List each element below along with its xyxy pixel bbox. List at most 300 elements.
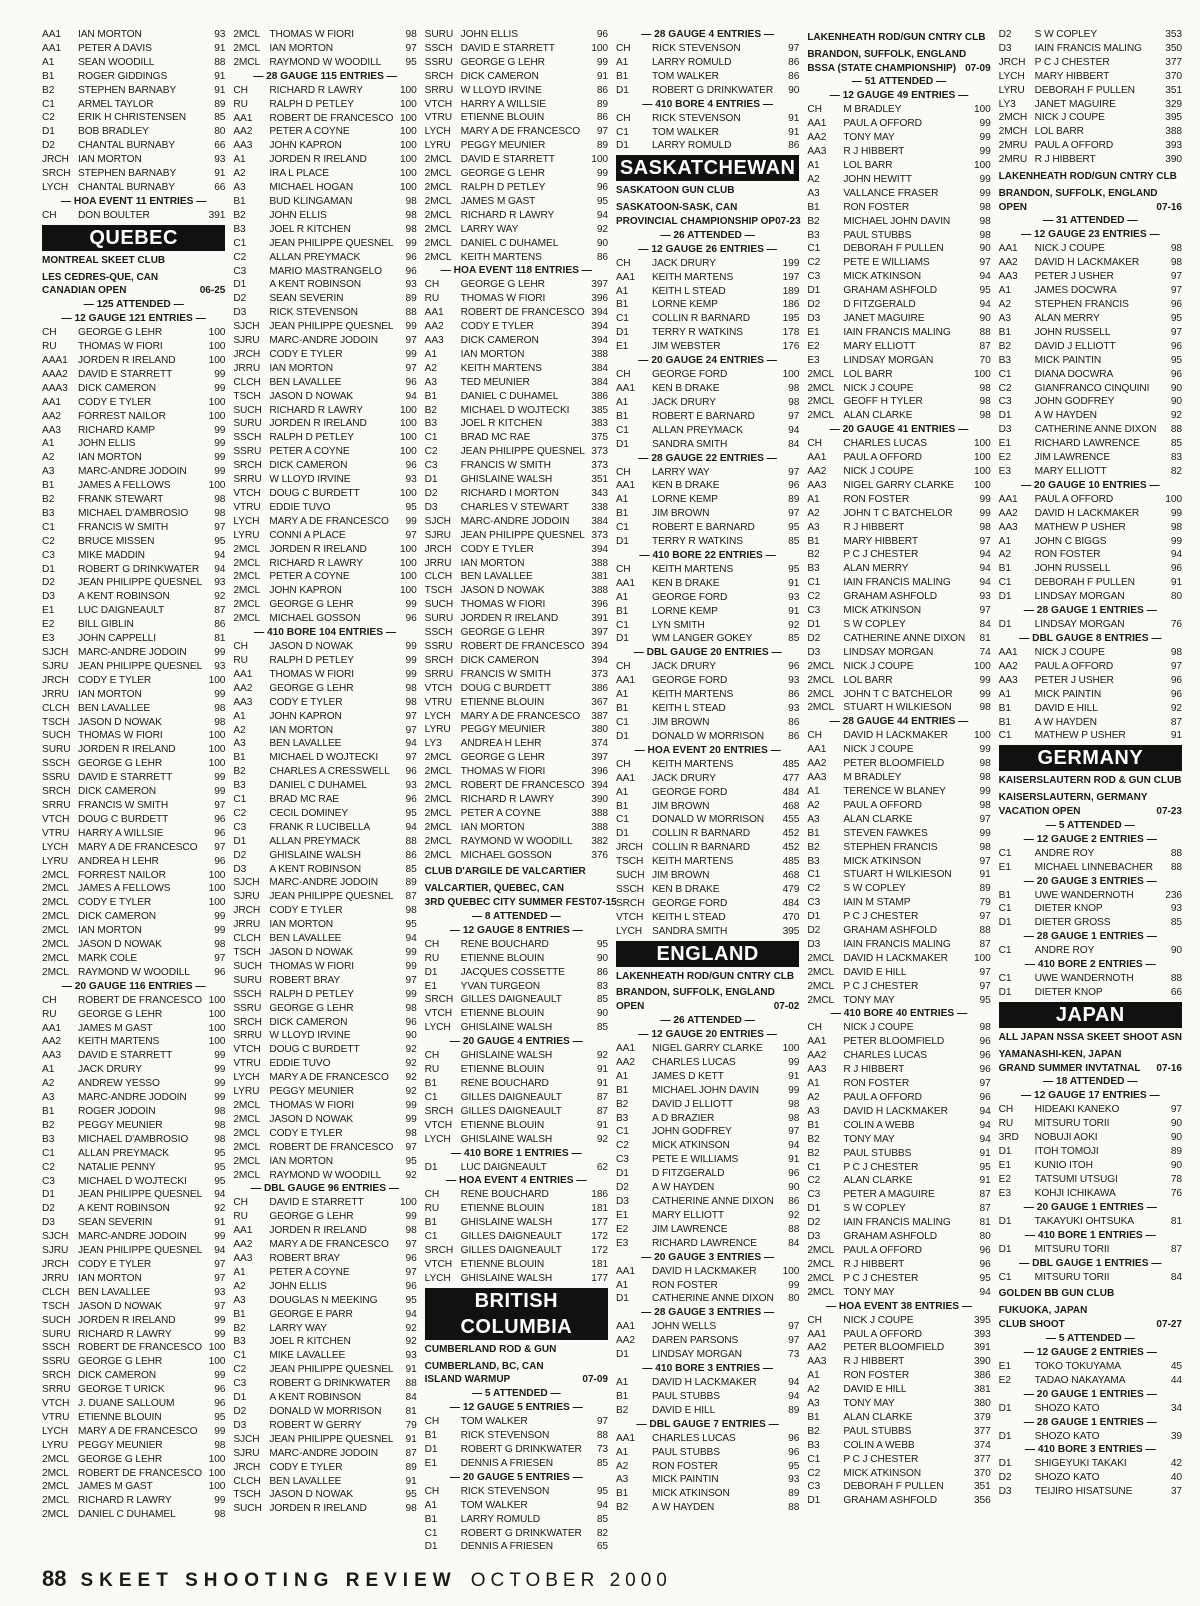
result-row xyxy=(616,312,799,326)
score: 100 xyxy=(591,42,608,54)
result-row xyxy=(425,223,608,237)
result-row xyxy=(807,1216,990,1230)
class-code: SUCH xyxy=(42,730,71,742)
shooter-name: DICK CAMERON xyxy=(460,335,539,347)
class-code: TSCH xyxy=(233,390,261,402)
result-row xyxy=(616,1223,799,1237)
result-row xyxy=(999,326,1182,340)
score: 87 xyxy=(405,891,417,903)
result-row xyxy=(999,688,1182,702)
class-code: C1 xyxy=(615,424,629,436)
score: 87 xyxy=(979,1203,991,1215)
result-row xyxy=(807,395,990,409)
class-code: B2 xyxy=(615,1098,629,1110)
class-code: RU xyxy=(42,1008,57,1020)
score: 380 xyxy=(591,724,608,736)
result-row xyxy=(233,390,416,404)
shooter-name: ROBERT G DRINKWATER xyxy=(269,1378,391,1390)
shooter-name: MICHAEL D WOJTECKI xyxy=(78,1175,187,1187)
shooter-name: MARY A DE FRANCESCO xyxy=(460,710,581,722)
score: 74 xyxy=(979,646,991,658)
result-row xyxy=(807,131,990,145)
shooter-name: P C J CHESTER xyxy=(1034,56,1110,68)
shooter-name: DAVID E STARRETT xyxy=(460,42,555,54)
result-row xyxy=(616,577,799,591)
shooter-name: ETIENNE BLOUIN xyxy=(460,1008,545,1020)
result-row xyxy=(233,181,416,195)
result-row xyxy=(425,1499,608,1513)
shooter-name: RICHARD R LAWRY xyxy=(78,1328,172,1340)
shooter-name: JORDEN R IRELAND xyxy=(269,418,367,430)
class-code: C2 xyxy=(807,591,821,603)
result-row xyxy=(616,1292,799,1306)
result-row xyxy=(42,1369,225,1383)
score: 468 xyxy=(782,800,800,812)
result-row xyxy=(999,1271,1182,1285)
result-row xyxy=(425,1244,608,1258)
score: 99 xyxy=(214,786,226,798)
result-row xyxy=(616,1334,799,1348)
class-code: CH xyxy=(424,1189,440,1201)
class-code: AA2 xyxy=(424,321,444,333)
shooter-name: R J HIBBERT xyxy=(843,1258,905,1270)
class-code: C1 xyxy=(615,1126,629,1138)
shooter-name: DOUG C BURDETT xyxy=(460,682,551,694)
class-code: SRRU xyxy=(42,799,71,811)
score: 96 xyxy=(405,766,417,778)
class-code: E1 xyxy=(424,1457,437,1469)
result-row xyxy=(999,646,1182,660)
score: 93 xyxy=(214,1286,226,1298)
result-row xyxy=(616,42,799,56)
class-code: 2MCL xyxy=(233,585,261,597)
class-code: B2 xyxy=(233,209,246,221)
shooter-name: PAUL A OFFORD xyxy=(843,1328,922,1340)
score: 96 xyxy=(596,29,608,40)
result-row xyxy=(425,515,608,529)
result-row xyxy=(999,340,1182,354)
result-row xyxy=(807,632,990,646)
attendance: — 18 ATTENDED — xyxy=(1043,1076,1138,1088)
result-row xyxy=(42,688,225,702)
result-row xyxy=(42,994,225,1008)
shooter-name: PAUL A OFFORD xyxy=(843,799,922,811)
score: 95 xyxy=(405,501,417,513)
class-code: A3 xyxy=(807,813,820,825)
club-header: KAISERSLAUTERN ROD & GUN CLUB xyxy=(998,775,1182,787)
result-row xyxy=(807,1314,990,1328)
shooter-name: DAVID H LACKMAKER xyxy=(1034,507,1140,519)
score: 97 xyxy=(405,724,417,736)
class-code: D1 xyxy=(998,619,1012,631)
score: 95 xyxy=(979,1161,991,1173)
class-code: A1 xyxy=(42,438,55,450)
score: 99 xyxy=(214,1328,226,1340)
class-code: CH xyxy=(615,112,631,124)
shooter-name: JAMES M GAST xyxy=(460,195,536,207)
score: 92 xyxy=(405,1058,417,1070)
score: 97 xyxy=(788,508,800,520)
class-code: A2 xyxy=(424,362,437,374)
score: 98 xyxy=(979,758,991,770)
score: 100 xyxy=(208,994,226,1006)
shooter-name: STEPHEN FRANCIS xyxy=(1034,299,1129,311)
shooter-name: DAVID E HILL xyxy=(843,1384,907,1396)
class-code: A1 xyxy=(998,285,1011,297)
shooter-name: ALAN CLARKE xyxy=(843,813,913,825)
result-row xyxy=(807,1105,990,1119)
shooter-name: RICHARD R LAWRY xyxy=(269,84,363,96)
score: 99 xyxy=(979,507,991,519)
score: 99 xyxy=(979,744,991,756)
score: 98 xyxy=(214,1133,226,1145)
score: 80 xyxy=(979,1231,991,1243)
class-code: CH xyxy=(615,369,631,381)
shooter-name: DANIEL C DUHAMEL xyxy=(460,390,559,402)
shooter-name: DICK CAMERON xyxy=(78,911,157,923)
class-code: AAA1 xyxy=(42,354,68,366)
result-row xyxy=(616,139,799,153)
class-code: B2 xyxy=(42,1119,55,1131)
class-code: E3 xyxy=(998,465,1011,477)
result-row xyxy=(999,437,1182,451)
score: 91 xyxy=(214,168,226,180)
score: 91 xyxy=(214,42,226,54)
class-code: E3 xyxy=(615,1237,629,1249)
shoot-date: 07-27 xyxy=(1156,1319,1182,1331)
score: 396 xyxy=(591,599,608,611)
class-code: B1 xyxy=(233,1308,246,1320)
result-row xyxy=(425,1021,608,1035)
score: 96 xyxy=(788,661,800,673)
score: 99 xyxy=(214,1050,226,1062)
shooter-name: CECIL DOMINEY xyxy=(269,807,349,819)
result-row xyxy=(807,270,990,284)
class-code: B1 xyxy=(998,326,1011,338)
shooter-name: GRAHAM ASHFOLD xyxy=(843,591,938,603)
score: 96 xyxy=(979,1244,991,1256)
shooter-name: NIGEL GARRY CLARKE xyxy=(651,1043,763,1054)
shooter-name: ITOH TOMOJI xyxy=(1034,1146,1099,1158)
shooter-name: GILLES DAIGNEAULT xyxy=(460,1091,562,1103)
result-row xyxy=(807,1119,990,1133)
result-row xyxy=(233,431,416,445)
event-header: — HOA EVENT 20 ENTRIES — xyxy=(634,744,781,756)
class-code: D1 xyxy=(615,140,629,152)
shooter-name: DOUGLAS N MEEKING xyxy=(269,1294,378,1306)
class-code: A1 xyxy=(233,1266,246,1278)
result-row xyxy=(616,1376,799,1390)
score: 94 xyxy=(979,1119,991,1131)
class-code: 2MCL xyxy=(424,780,452,792)
club-header: LAKENHEATH ROD/GUN CNTRY CLB xyxy=(807,32,986,43)
result-row xyxy=(233,807,416,821)
class-code: 2MCL xyxy=(807,1272,835,1284)
score: 40 xyxy=(1170,1472,1182,1484)
class-code: AA2 xyxy=(42,1036,61,1048)
shooter-name: STUART H WILKIESON xyxy=(843,702,952,714)
result-row xyxy=(425,710,608,724)
class-code: D1 xyxy=(233,1392,247,1404)
score: 98 xyxy=(788,1112,800,1124)
result-row xyxy=(807,966,990,980)
result-row xyxy=(425,612,608,626)
class-code: D1 xyxy=(998,1458,1012,1470)
attendance: — 5 ATTENDED — xyxy=(471,1388,561,1400)
score: 100 xyxy=(208,869,226,881)
score: 91 xyxy=(788,577,800,589)
shooter-name: JIM BROWN xyxy=(651,717,710,729)
shooter-name: MICK PAINTIN xyxy=(1034,688,1102,700)
class-code: D1 xyxy=(998,1430,1012,1442)
result-row xyxy=(425,807,608,821)
class-code: CLCH xyxy=(42,1286,70,1298)
class-code: 2MCL xyxy=(42,897,69,909)
score: 88 xyxy=(596,1430,608,1442)
score: 97 xyxy=(1170,271,1182,283)
shooter-name: PETER A COYNE xyxy=(269,446,350,458)
class-code: A2 xyxy=(807,799,820,811)
shooter-name: CHARLES A CRESSWELL xyxy=(269,766,390,778)
results-columns xyxy=(42,28,1182,1553)
country-banner: SASKATCHEWAN xyxy=(616,155,799,181)
class-code: LYCH xyxy=(424,1133,451,1145)
score: 100 xyxy=(1165,493,1182,505)
score: 96 xyxy=(979,1092,991,1104)
result-row xyxy=(425,966,608,980)
result-row xyxy=(807,757,990,771)
score: 351 xyxy=(1165,84,1182,96)
result-row xyxy=(807,1188,990,1202)
shooter-name: DANIEL C DUHAMEL xyxy=(78,1509,176,1521)
shooter-name: SHIGEYUKI TAKAKI xyxy=(1034,1458,1127,1470)
score: 353 xyxy=(1165,29,1182,40)
result-row xyxy=(807,201,990,215)
event-header: — DBL GAUGE 8 ENTRIES — xyxy=(1019,633,1162,645)
result-row xyxy=(616,1390,799,1404)
score: 93 xyxy=(405,780,417,792)
score: 95 xyxy=(214,535,226,547)
class-code: C3 xyxy=(42,549,55,561)
shooter-name: JOHN ELLIS xyxy=(78,438,136,450)
club-header: MONTREAL SKEET CLUB xyxy=(42,254,166,266)
class-code: B2 xyxy=(807,1133,820,1145)
class-code: B1 xyxy=(615,1488,629,1500)
result-row xyxy=(425,1077,608,1091)
score: 100 xyxy=(399,432,417,444)
score: 99 xyxy=(979,146,991,158)
score: 92 xyxy=(596,1133,608,1145)
class-code: B2 xyxy=(233,1322,246,1334)
score: 87 xyxy=(405,1447,417,1459)
score: 455 xyxy=(782,814,800,826)
class-code: SUCH xyxy=(233,404,262,416)
score: 85 xyxy=(596,1022,608,1034)
class-code: B2 xyxy=(42,84,55,96)
score: 99 xyxy=(596,168,608,180)
class-code: C1 xyxy=(615,619,629,631)
score: 98 xyxy=(979,382,991,394)
class-code: LYRU xyxy=(424,140,451,152)
result-row xyxy=(999,548,1182,562)
class-code: AA3 xyxy=(233,140,253,152)
class-code: A1 xyxy=(424,348,437,360)
score: 97 xyxy=(405,710,417,722)
class-code: 2MCL xyxy=(807,660,835,672)
result-row xyxy=(233,904,416,918)
shooter-name: S W COPLEY xyxy=(843,619,906,631)
result-row xyxy=(807,660,990,674)
class-code: C1 xyxy=(807,1453,821,1465)
score: 384 xyxy=(591,515,608,527)
class-code: B1 xyxy=(615,703,629,715)
score: 99 xyxy=(214,911,226,923)
result-row xyxy=(233,1502,416,1516)
result-row xyxy=(999,125,1182,139)
score: 97 xyxy=(788,410,800,422)
result-row xyxy=(42,437,225,451)
shooter-name: JORDEN R IRELAND xyxy=(269,543,367,555)
result-row xyxy=(233,612,416,626)
class-code: 2MCL xyxy=(424,168,452,180)
score: 485 xyxy=(782,856,800,868)
shoot-title xyxy=(616,1000,799,1014)
class-code: SSRU xyxy=(233,446,262,458)
result-row xyxy=(999,1471,1182,1485)
class-code: SSCH xyxy=(233,988,262,1000)
shooter-name: CODY E TYLER xyxy=(269,1127,343,1139)
score: 96 xyxy=(405,251,417,263)
class-code: SSRU xyxy=(42,1356,70,1368)
result-row xyxy=(425,501,608,515)
shooter-name: JOHN ELLIS xyxy=(269,1280,327,1292)
score: 98 xyxy=(1170,521,1182,533)
class-code: B2 xyxy=(807,1147,820,1159)
shooter-name: GHISLAINE WALSH xyxy=(460,1272,553,1284)
result-row xyxy=(425,1415,608,1429)
shooter-name: W LLOYD IRVINE xyxy=(269,1030,351,1042)
score: 94 xyxy=(214,549,226,561)
class-code: 2MCL xyxy=(807,952,835,964)
result-row xyxy=(42,153,225,167)
shooter-name: DAVID E HILL xyxy=(651,1404,716,1416)
result-row xyxy=(425,1540,608,1554)
page-number: 88 xyxy=(42,1566,67,1591)
score: 94 xyxy=(979,577,991,589)
score: 375 xyxy=(591,432,608,444)
class-code: C3 xyxy=(233,265,247,277)
shooter-name: JASON D NOWAK xyxy=(269,1489,354,1501)
shooter-name: W LLOYD IRVINE xyxy=(460,84,542,96)
score: 99 xyxy=(214,1078,226,1090)
score: 98 xyxy=(979,772,991,784)
class-code: D3 xyxy=(615,1195,629,1207)
class-code: C1 xyxy=(998,1271,1012,1283)
score: 88 xyxy=(1170,861,1182,873)
result-row xyxy=(42,1105,225,1119)
class-code: B1 xyxy=(233,752,246,764)
shooter-name: DAVID E HILL xyxy=(1034,702,1098,714)
shoot-date: 07-23 xyxy=(1156,805,1182,817)
shooter-name: ROBERT DE FRANCESCO xyxy=(460,640,585,652)
result-row xyxy=(425,459,608,473)
shooter-name: FRANCIS W SMITH xyxy=(460,460,551,472)
result-row xyxy=(42,98,225,112)
class-code: A3 xyxy=(233,1294,246,1306)
score: 81 xyxy=(979,632,991,644)
result-row xyxy=(425,209,608,223)
score: 93 xyxy=(979,591,991,603)
shooter-name: MARY ELLIOTT xyxy=(1034,465,1107,477)
shooter-name: GEORGE G LEHR xyxy=(78,1453,163,1465)
shooter-name: LOL BARR xyxy=(843,674,893,686)
class-code: D1 xyxy=(998,591,1012,603)
result-row xyxy=(616,479,799,493)
score: 373 xyxy=(591,668,608,680)
result-row xyxy=(425,835,608,849)
class-code: SRRU xyxy=(424,84,454,96)
class-code: CH xyxy=(807,438,822,450)
shooter-name: M BRADLEY xyxy=(843,772,902,784)
score: 100 xyxy=(208,396,226,408)
shoot-title xyxy=(999,805,1182,819)
result-row xyxy=(42,1244,225,1258)
class-code: B2 xyxy=(807,841,820,853)
result-row xyxy=(425,362,608,376)
shooter-name: GHISLAINE WALSH xyxy=(460,1050,553,1062)
score: 100 xyxy=(973,730,991,742)
event-header: — 410 BORE 3 ENTRIES — xyxy=(1024,1444,1156,1456)
class-code: C3 xyxy=(615,1154,629,1166)
result-row xyxy=(807,187,990,201)
shoot-title xyxy=(616,215,799,229)
shooter-name: TOM WALKER xyxy=(651,126,719,138)
score: 85 xyxy=(596,994,608,1006)
shooter-name: ROGER GIDDINGS xyxy=(78,70,168,82)
result-row xyxy=(999,284,1182,298)
shooter-name: JIM BROWN xyxy=(651,870,710,882)
score: 99 xyxy=(214,424,226,436)
score: 96 xyxy=(1170,368,1182,380)
result-row xyxy=(807,924,990,938)
result-row xyxy=(425,1216,608,1230)
class-code: JRCH xyxy=(424,543,452,555)
score: 377 xyxy=(1165,56,1182,68)
class-code: D2 xyxy=(42,140,55,152)
class-code: A1 xyxy=(998,688,1011,700)
shooter-name: RON FOSTER xyxy=(843,1078,910,1090)
shooter-name: A W HAYDEN xyxy=(651,1182,715,1194)
class-code: SURU xyxy=(424,613,454,625)
result-row xyxy=(999,1103,1182,1117)
shooter-name: JORDEN R IRELAND xyxy=(269,1225,367,1237)
result-row xyxy=(233,112,416,126)
class-code: 2MCL xyxy=(807,980,835,992)
shooter-name: A D BRAZIER xyxy=(651,1112,715,1124)
result-row xyxy=(42,382,225,396)
class-code: E2 xyxy=(998,452,1011,464)
score: 98 xyxy=(788,396,800,408)
shooter-name: DAVID H LACKMAKER xyxy=(651,1377,757,1389)
result-row xyxy=(616,1181,799,1195)
score: 82 xyxy=(1170,465,1182,477)
class-code: SJCH xyxy=(233,321,260,333)
result-row xyxy=(233,1169,416,1183)
result-row xyxy=(616,1501,799,1515)
score: 80 xyxy=(788,1293,800,1305)
score: 99 xyxy=(214,1092,226,1104)
shooter-name: DANIEL C DUHAMEL xyxy=(460,237,559,249)
